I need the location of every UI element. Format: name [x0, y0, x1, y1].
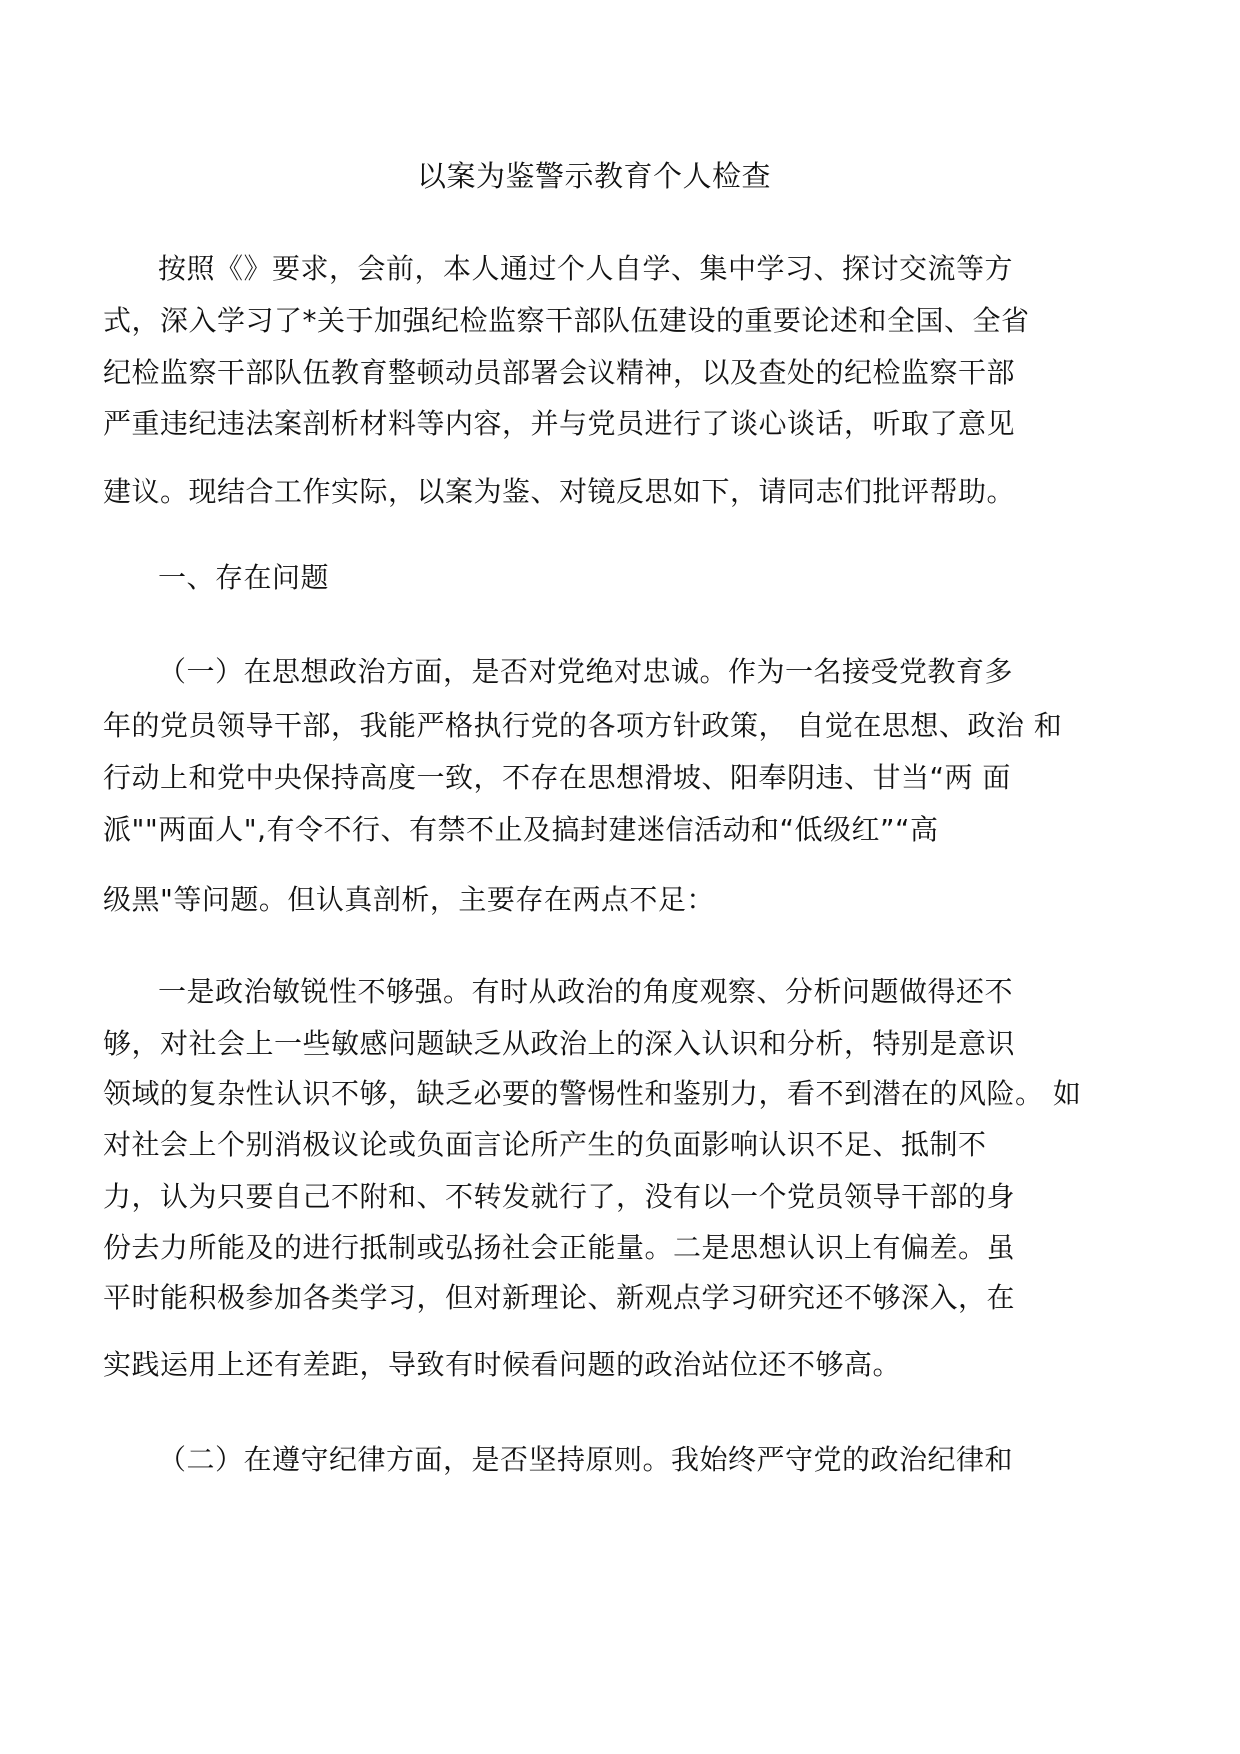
paragraph-line: 式，深入学习了*关于加强纪检监察干部队伍建设的重要论述和全国、全省 — [103, 304, 1030, 337]
paragraph-line: 对社会上个别消极议论或负面言论所产生的负面影响认识不足、抵制不 — [103, 1128, 987, 1161]
paragraph-line: 够，对社会上一些敏感问题缺乏从政治上的深入认识和分析，特别是意识 — [103, 1027, 1016, 1060]
paragraph-line: 按照《》要求，会前，本人通过个人自学、集中学习、探讨交流等方 — [158, 252, 1014, 285]
paragraph-line: 年的党员领导干部，我能严格执行党的各项方针政策， 自觉在思想、政治 和 — [103, 709, 1063, 742]
paragraph-line: 份去力所能及的进行抵制或弘扬社会正能量。二是思想认识上有偏差。虽 — [103, 1231, 1016, 1264]
paragraph-line: 力，认为只要自己不附和、不转发就行了，没有以一个党员领导干部的身 — [103, 1180, 1016, 1213]
subsection-heading: （二）在遵守纪律方面，是否坚持原则。我始终严守党的政治纪律和 — [158, 1443, 1014, 1476]
document-title: 以案为鉴警示教育个人检查 — [417, 159, 772, 193]
section-heading: 一、存在问题 — [158, 561, 330, 594]
paragraph-line: 派""两面人",有令不行、有禁不止及搞封建迷信活动和“低级红”“高 — [103, 813, 939, 846]
paragraph-line: 建议。现结合工作实际，以案为鉴、对镜反思如下，请同志们批评帮助。 — [103, 475, 1016, 508]
paragraph-line: 级黑"等问题。但认真剖析，主要存在两点不足： — [103, 883, 715, 916]
paragraph-line: 严重违纪违法案剖析材料等内容，并与党员进行了谈心谈话，听取了意见 — [103, 407, 1016, 440]
paragraph-line: 领域的复杂性认识不够，缺乏必要的警惕性和鉴别力，看不到潜在的风险。 如 — [103, 1077, 1082, 1110]
paragraph-line: 一是政治敏锐性不够强。有时从政治的角度观察、分析问题做得还不 — [158, 975, 1014, 1008]
paragraph-line: 行动上和党中央保持高度一致，不存在思想滑坡、阳奉阴违、甘当“两 面 — [103, 761, 1011, 794]
paragraph-line: 平时能积极参加各类学习，但对新理论、新观点学习研究还不够深入，在 — [103, 1281, 1016, 1314]
subsection-heading: （一）在思想政治方面，是否对党绝对忠诚。作为一名接受党教育多 — [158, 655, 1014, 688]
paragraph-line: 纪检监察干部队伍教育整顿动员部署会议精神，以及查处的纪检监察干部 — [103, 356, 1016, 389]
paragraph-line: 实践运用上还有差距，导致有时候看问题的政治站位还不够高。 — [103, 1348, 902, 1381]
